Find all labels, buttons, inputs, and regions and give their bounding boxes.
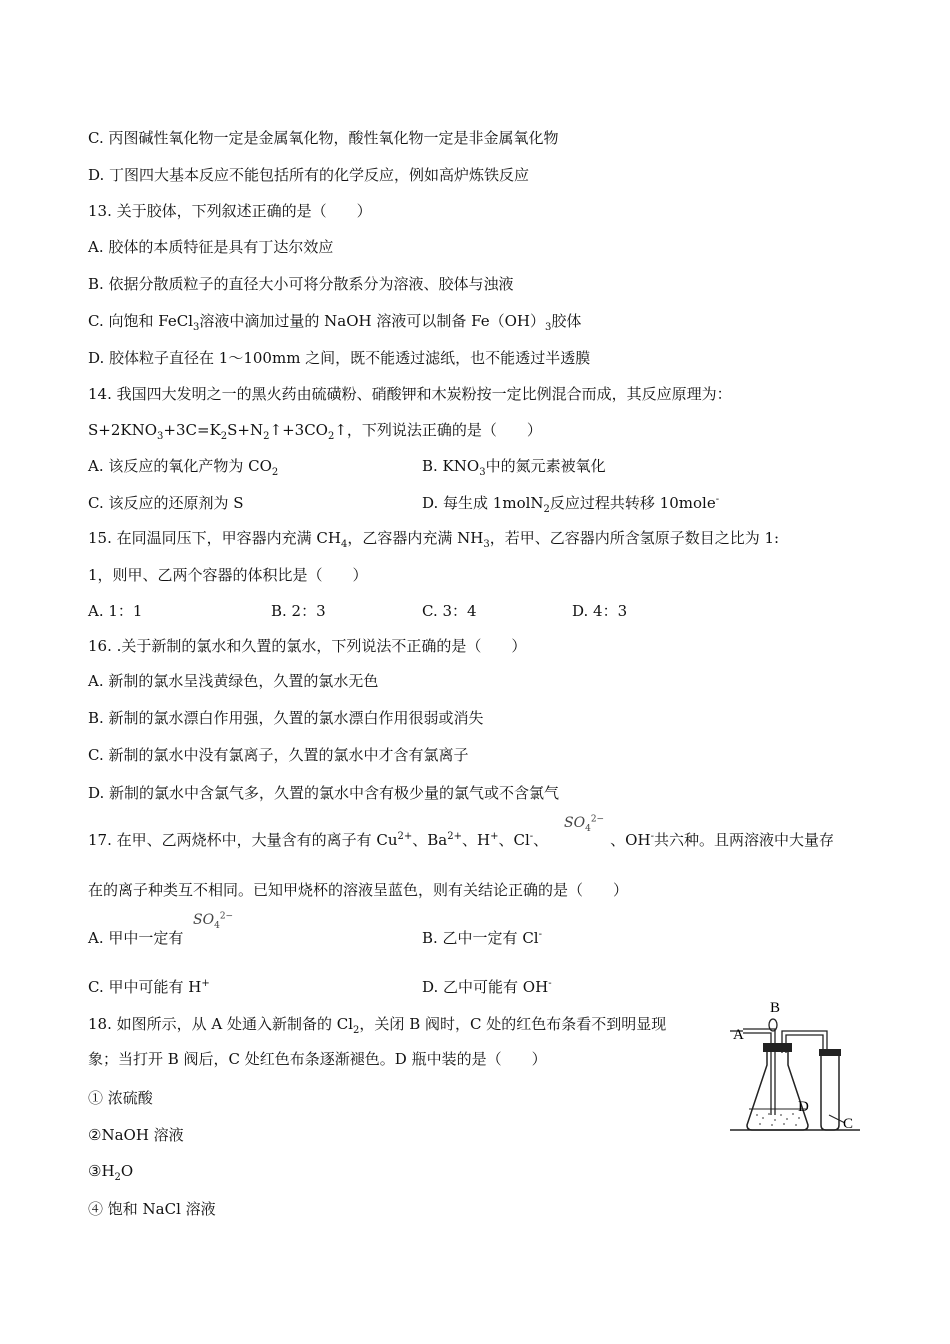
option-line: A. 1：1 [88, 602, 143, 620]
option-line: B. 乙中一定有 Cl- [422, 929, 542, 947]
option-line: $③H_2O$ [88, 1162, 134, 1183]
option-line: D. 4：3 [572, 602, 628, 620]
option-line: A. 新制的氯水呈浅黄绿色，久置的氯水无色 [88, 672, 379, 690]
option-line: C. 新制的氯水中没有氯离子，久置的氯水中才含有氯离子 [88, 746, 469, 764]
option-line: D. 新制的氯水中含氯气多，久置的氯水中含有极少量的氯气或不含氯气 [88, 784, 560, 802]
option-line: B. 新制的氯水漂白作用强，久置的氯水漂白作用很弱或消失 [88, 709, 484, 727]
question-15: 15. 在同温同压下，甲容器内充满 $CH_4$，乙容器内充满 $NH_3$，若甲、乙容器内所含氢原子数目之比为 1: [88, 529, 780, 550]
option-line: C. 甲中可能有 H+ [88, 978, 210, 996]
label-b: B [770, 1000, 781, 1016]
label-a: A [733, 1027, 744, 1043]
gas-apparatus-figure [725, 997, 865, 1137]
question-16: 16. .关于新制的氯水和久置的氯水，下列说法不正确的是（ ） [88, 637, 527, 655]
option-line: C. 3：4 [422, 602, 477, 620]
option-line: A. 甲中一定有 [88, 929, 184, 947]
question-17: 17. 在甲、乙两烧杯中，大量含有的离子有 $Cu^{2+}$、$Ba^{2+}$、H+、Cl-、 、OH-共六种。且两溶液中大量存 [88, 831, 834, 849]
option-line: D. 每生成 1molN$_2$反应过程共转移 10mole- [422, 494, 720, 515]
option-line: B. 2：3 [271, 602, 326, 620]
option-line: ②NaOH 溶液 [88, 1126, 184, 1144]
option-line: B. $KNO_3$中的氮元素被氧化 [422, 457, 606, 478]
option-line: B. 依据分散质粒子的直径大小可将分散系分为溶液、胶体与浊液 [88, 275, 514, 293]
option-line: D. 乙中可能有 OH- [422, 978, 552, 996]
question-line: 1，则甲、乙两个容器的体积比是（ ） [88, 566, 368, 584]
option-line: ① 浓硫酸 [88, 1089, 153, 1107]
question-18: 18. 如图所示，从 A 处通入新制备的 $Cl_2$，关闭 B 阀时，C 处的红色布条看不到明显现 [88, 1015, 667, 1036]
sulfate-ion-formula: $SO_4^{2-}$ [193, 911, 234, 931]
option-line: A. 胶体的本质特征是具有丁达尔效应 [88, 238, 334, 256]
question-line: 象；当打开 B 阀后，C 处红色布条逐渐褪色。D 瓶中装的是（ ） [88, 1050, 547, 1068]
option-line: C. 该反应的还原剂为 S [88, 494, 244, 512]
option-line: A. 该反应的氧化产物为 $CO_2$ [88, 457, 279, 478]
sulfate-ion-formula: $SO_4^{2-}$ [564, 814, 605, 834]
option-line: D. 丁图四大基本反应不能包括所有的化学反应，例如高炉炼铁反应 [88, 166, 530, 184]
question-line: 在的离子种类互不相同。已知甲烧杯的溶液呈蓝色，则有关结论正确的是（ ） [88, 881, 629, 899]
flask-stopper [763, 1043, 792, 1052]
label-d: D [798, 1099, 809, 1115]
option-line: C. 向饱和 FeCl$_3$溶液中滴加过量的 NaOH 溶液可以制备 $Fe(OH)_3$胶体 [88, 312, 582, 333]
question-13: 13. 关于胶体，下列叙述正确的是（ ） [88, 202, 372, 220]
inlet-tube [743, 1029, 775, 1115]
label-c: C [843, 1116, 854, 1132]
question-14: 14. 我国四大发明之一的黑火药由硫磺粉、硝酸钾和木炭粉按一定比例混合而成，其反应原理为： [88, 385, 732, 403]
option-line: C. 丙图碱性氧化物一定是金属氧化物，酸性氧化物一定是非金属氧化物 [88, 129, 559, 147]
reaction-equation: $S+2KNO_3+3C=K_2S+N_2↑+3CO_2↑$，下列说法正确的是（ ） [88, 421, 542, 442]
option-line: D. 胶体粒子直径在 1～100mm 之间，既不能透过滤纸，也不能透过半透膜 [88, 349, 591, 367]
option-line: ④ 饱和 NaCl 溶液 [88, 1200, 216, 1218]
